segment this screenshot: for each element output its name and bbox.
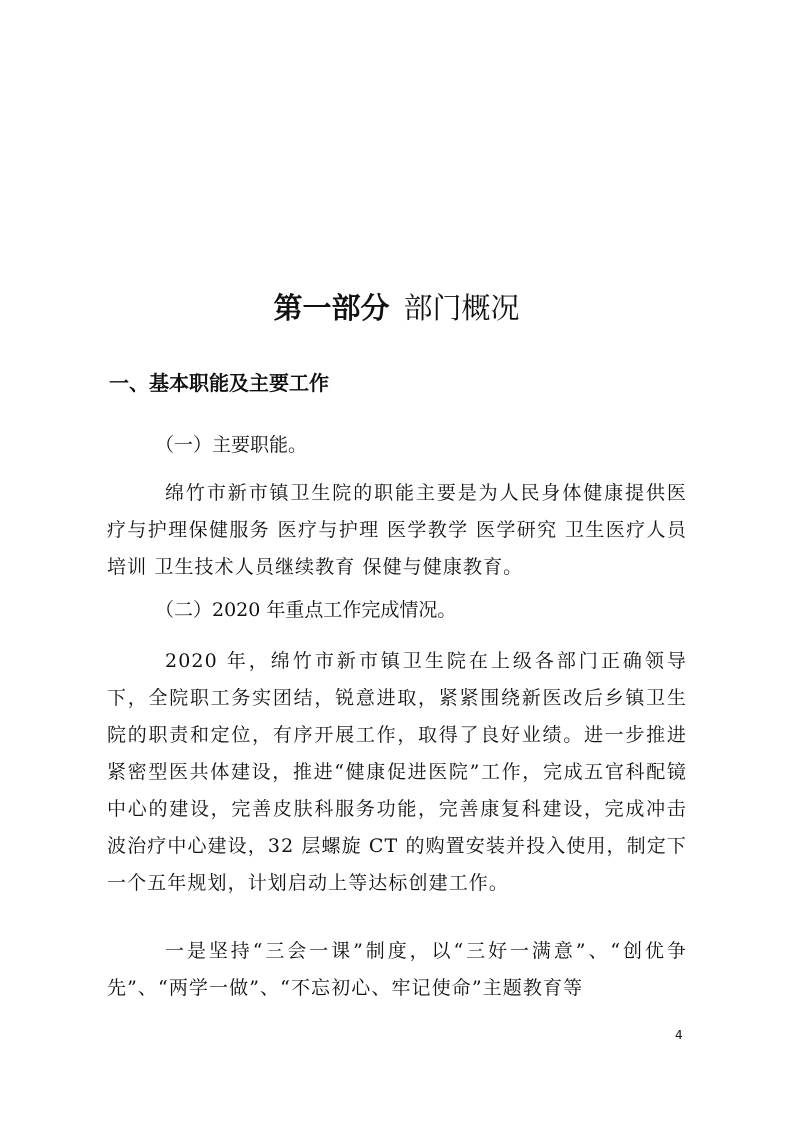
section-heading: 一、基本职能及主要工作 — [109, 371, 329, 395]
subheading-work-completion: （二）2020 年重点工作完成情况。 — [155, 599, 457, 621]
paragraph-continued: 一是坚持“三会一课”制度，以“三好一满意”、“创优争先”、“两学一做”、“不忘初心、牢记使命”主题教育等 — [107, 940, 687, 999]
page-title — [0, 291, 793, 325]
paragraph-work-completion: 2020 年，绵竹市新市镇卫生院在上级各部门正确领导下，全院职工务实团结，锐意进取，紧紧围绕新医改后乡镇卫生院的职责和定位，有序开展工作，取得了良好业绩。进一步推进紧密型医共体建设，推进“健康促进医院”工作，完成五官科配镜中心的建设，完善皮肤科服务功能，完善康复科建设，完成冲击波治疗中心建设，32 层螺旋 CT 的购置安装并投入使用，制定下一个五年规划，计划启动上等达标创建工作。 — [107, 650, 687, 894]
page-number: 4 — [675, 1028, 683, 1042]
part-title: 第一部分 — [273, 291, 390, 325]
part-subtitle: 部门概况 — [403, 291, 520, 325]
paragraph-main-functions: 绵竹市新市镇卫生院的职能主要是为人民身体健康提供医疗与护理保健服务 医疗与护理 医学教学 医学研究 卫生医疗人员培训 卫生技术人员继续教育 保健与健康教育。 — [107, 482, 687, 578]
subheading-main-functions: （一）主要职能。 — [155, 434, 308, 456]
